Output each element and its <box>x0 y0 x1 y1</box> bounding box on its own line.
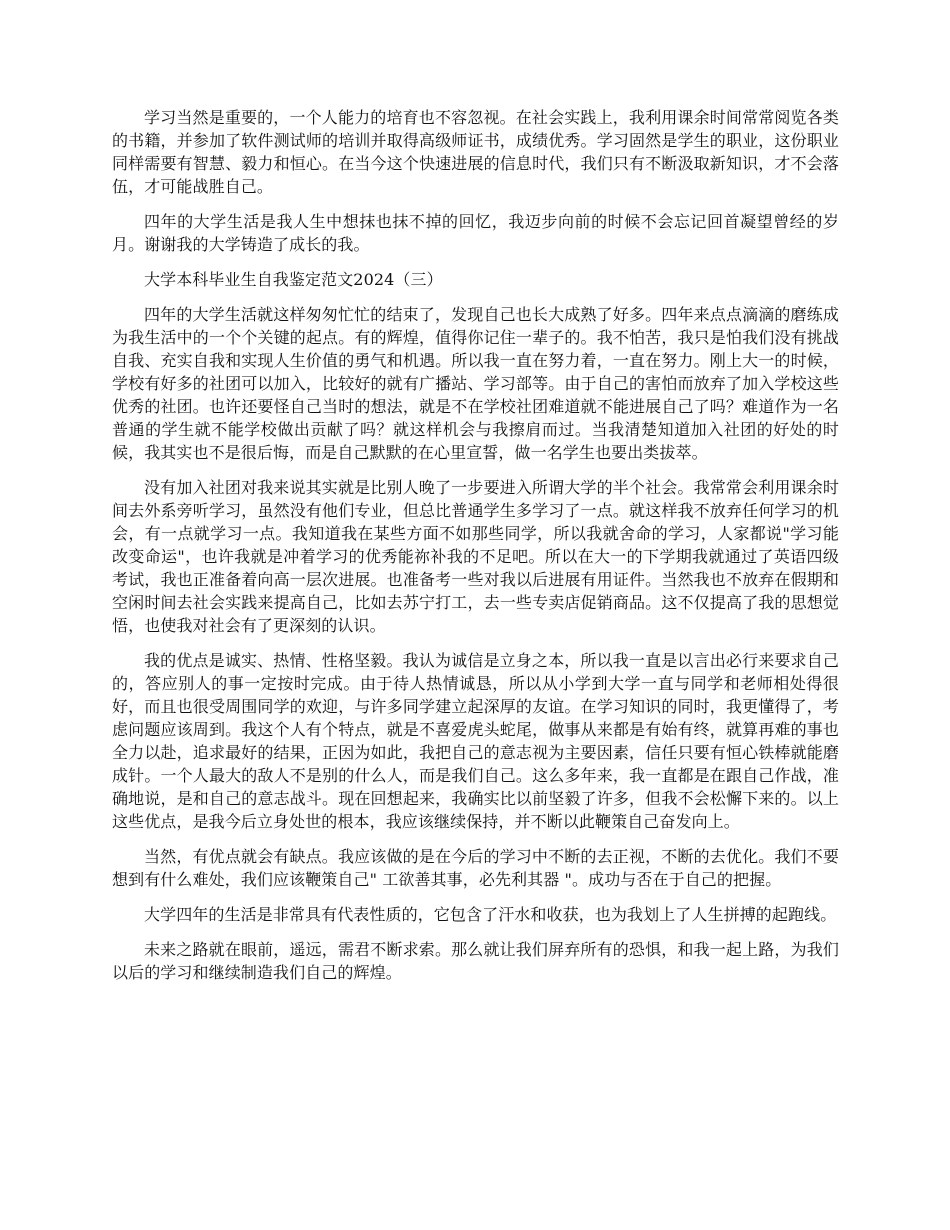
section-heading: 大学本科毕业生自我鉴定范文2024（三） <box>144 270 443 289</box>
paragraph-4: 没有加入社团对我来说其实就是比别人晚了一步要进入所谓大学的半个社会。我常常会利用课余时间去外系旁听学习，虽然没有他们专业，但总比普通学生多学习了一点。就这样我不放弃任何学习的机会，有一点就学习一点。我知道我在某些方面不如那些同学，所以我就舍命的学习，人家都说"学习能改变命运"，也许我就是冲着学习的优秀能祢补我的不足吧。所以在大一的下学期我就通过了英语四级考试，我也正准备着向高一层次进展。也准备考一些对我以后进展有用证件。当然我也不放弃在假期和空闲时间去社会实践来提高自己，比如去苏宁打工，去一些专卖店促销商品。这不仅提高了我的思想觉悟，也使我对社会有了更深刻的认识。 <box>112 478 839 635</box>
paragraph-8: 未来之路就在眼前，遥远，需君不断求索。那么就让我们屏弃所有的恐惧，和我一起上路，为我们以后的学习和继续制造我们自己的辉煌。 <box>112 940 839 982</box>
paragraph-6: 当然，有优点就会有缺点。我应该做的是在今后的学习中不断的去正视，不断的去优化。我们不要想到有什么难处，我们应该鞭策自己" 工欲善其事，必先利其器 "。成功与否在于自己的把握。 <box>112 847 839 889</box>
document-page <box>112 106 839 996</box>
paragraph-1: 学习当然是重要的，一个人能力的培育也不容忽视。在社会实践上，我利用课余时间常常阅览各类的书籍，并参加了软件测试师的培训并取得高级师证书，成绩优秀。学习固然是学生的职业，这份职业同样需要有智慧、毅力和恒心。在当今这个快速进展的信息时代，我们只有不断汲取新知识，才不会落伍，才可能战胜自己。 <box>112 108 839 196</box>
paragraph-5: 我的优点是诚实、热情、性格坚毅。我认为诚信是立身之本，所以我一直是以言出必行来要求自己的，答应别人的事一定按时完成。由于待人热情诚恳，所以从小学到大学一直与同学和老师相处得很好，而且也很受周围同学的欢迎，与许多同学建立起深厚的友谊。在学习知识的同时，我更懂得了，考虑问题应该周到。我这个人有个特点，就是不喜爱虎头蛇尾，做事从来都是有始有终，就算再难的事也全力以赴，追求最好的结果，正因为如此，我把自己的意志视为主要因素，信任只要有恒心铁棒就能磨成针。一个人最大的敌人不是别的什么人，而是我们自己。这么多年来，我一直都是在跟自己作战，准确地说，是和自己的意志战斗。现在回想起来，我确实比以前坚毅了许多，但我不会松懈下来的。以上这些优点，是我今后立身处世的根本，我应该继续保持，并不断以此鞭策自己奋发向上。 <box>112 651 839 831</box>
paragraph-2: 四年的大学生活是我人生中想抹也抹不掉的回忆，我迈步向前的时候不会忘记回首凝望曾经的岁月。谢谢我的大学铸造了成长的我。 <box>112 212 839 254</box>
paragraph-3: 四年的大学生活就这样匆匆忙忙的结束了，发现自己也长大成熟了好多。四年来点点滴滴的磨练成为我生活中的一个个关键的起点。有的辉煌，值得你记住一辈子的。我不怕苦，我只是怕我们没有挑战自我、充实自我和实现人生价值的勇气和机遇。所以我一直在努力着，一直在努力。刚上大一的时候，学校有好多的社团可以加入，比较好的就有广播站、学习部等。由于自己的害怕而放弃了加入学校这些优秀的社团。也许还要怪自己当时的想法，就是不在学校社团难道就不能进展自己了吗？难道作为一名普通的学生就不能学校做出贡献了吗？就这样机会与我擦肩而过。当我清楚知道加入社团的好处的时候，我其实也不是很后悔，而是自己默默的在心里宣誓，做一名学生也要出类拔萃。 <box>112 305 839 462</box>
paragraph-7: 大学四年的生活是非常具有代表性质的，它包含了汗水和收获，也为我划上了人生拼搏的起跑线。 <box>144 905 837 924</box>
